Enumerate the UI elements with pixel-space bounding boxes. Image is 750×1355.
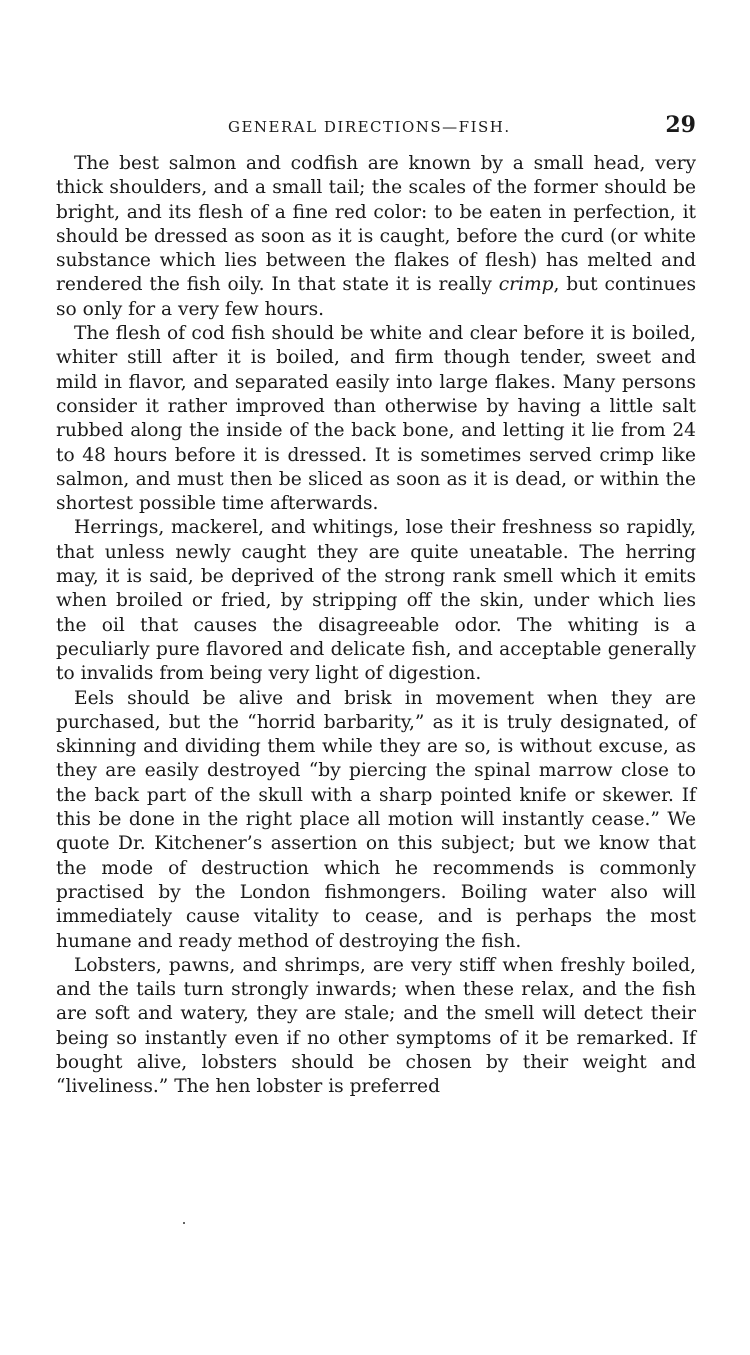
paragraph-salmon-codfish — [56, 152, 696, 322]
paragraph-cod-fish: The flesh of cod fish should be white and clear before it is boiled, whiter still after it is boiled, and firm though tender, sweet and mild in flavor, and separated easily into large flakes. Many persons consider it rather improved than otherwise by having a little salt rubbed along the inside of the back bone, and letting it lie from 24 to 48 hours before it is dressed. It is sometimes served crimp like salmon, and must then be sliced as soon as it is dead, or within the shortest possible time afterwards. — [56, 323, 696, 515]
paragraph-salmon-text-after: , but continues so only for a very few hours. — [56, 274, 696, 320]
running-title: GENERAL DIRECTIONS—FISH. — [228, 118, 511, 136]
body-text — [56, 152, 696, 1100]
paragraph-salmon-text-before: The best salmon and codfish are known by a small head, very thick shoulders, and a small tail; the scales of the former should be bright, and its flesh of a fine red color: to be eaten in perfection, it should be dressed as soon as it is caught, before the curd (or white substance which lies between the flakes of flesh) has melted and rendered the fish oily. In that state it is really — [56, 153, 696, 296]
crimp-emphasis: crimp — [498, 274, 554, 296]
book-page — [56, 112, 696, 1100]
paragraph-herrings: Herrings, mackerel, and whitings, lose their freshness so rapidly, that unless newly caught they are quite uneatable. The herring may, it is said, be deprived of the strong rank smell which it emits when broiled or fried, by stripping off the skin, under which lies the oil that causes the disagreeable odor. The whiting is a peculiarly pure flavored and delicate fish, and acceptable generally to invalids from being very light of digestion. — [56, 517, 696, 685]
page-number: 29 — [665, 112, 696, 138]
running-head — [56, 112, 696, 144]
ink-speck — [183, 1222, 185, 1224]
paragraph-eels: Eels should be alive and brisk in movement when they are purchased, but the “horrid barbarity,” as it is truly designated, of skinning and dividing them while they are so, is without excuse, as they are easily destroyed “by piercing the spinal marrow close to the back part of the skull with a sharp pointed knife or skewer. If this be done in the right place all motion will instantly cease.” We quote Dr. Kitchener’s assertion on this subject; but we know that the mode of destruction which he recommends is commonly practised by the London fishmongers. Boiling water also will immediately cause vitality to cease, and is perhaps the most humane and ready method of destroying the fish. — [56, 687, 696, 952]
paragraph-lobsters: Lobsters, pawns, and shrimps, are very stiff when freshly boiled, and the tails turn strongly inwards; when these relax, and the fish are soft and watery, they are stale; and the smell will detect their being so instantly even if no other symptoms of it be remarked. If bought alive, lobsters should be chosen by their weight and “liveliness.” The hen lobster is preferred — [56, 954, 696, 1098]
